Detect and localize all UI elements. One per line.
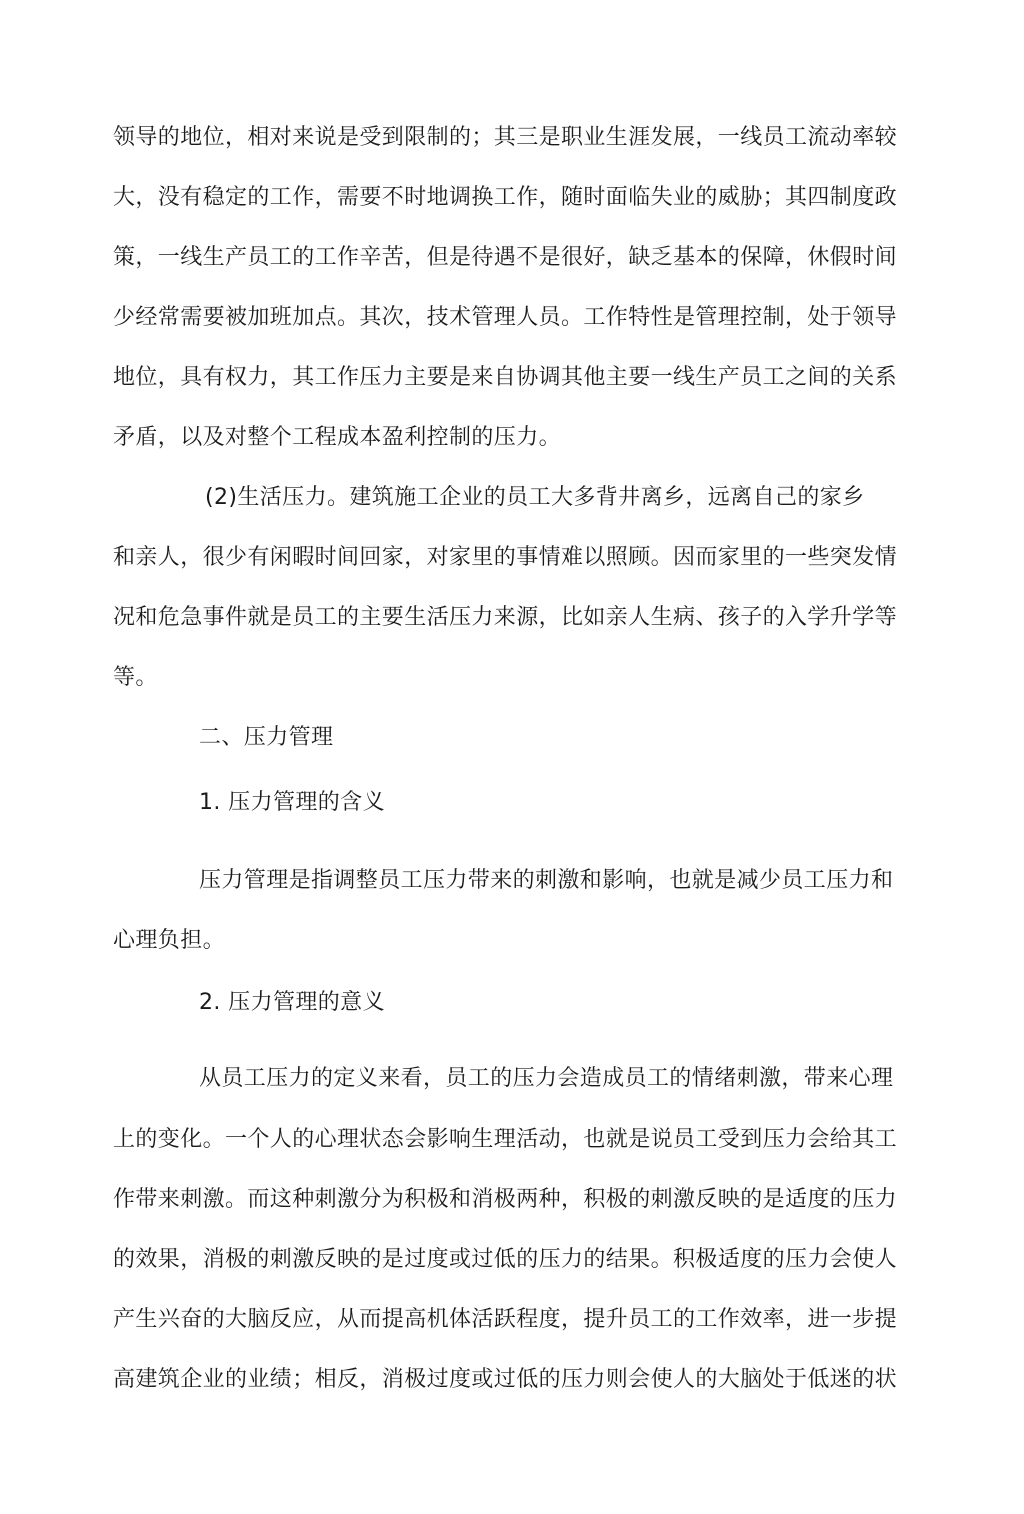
- text-line: 心理负担。: [113, 928, 226, 953]
- text-line: 和亲人，很少有闲暇时间回家，对家里的事情难以照顾。因而家里的一些突发情: [113, 545, 898, 570]
- text-line: 从员工压力的定义来看，员工的压力会造成员工的情绪刺激，带来心理: [199, 1066, 894, 1091]
- text-line: (2)生活压力。建筑施工企业的员工大多背井离乡，远离自己的家乡: [205, 485, 865, 510]
- text-line: 大，没有稳定的工作，需要不时地调换工作，随时面临失业的威胁；其四制度政: [113, 185, 898, 210]
- text-line: 况和危急事件就是员工的主要生活压力来源，比如亲人生病、孩子的入学升学等: [113, 605, 898, 630]
- text-line: 少经常需要被加班加点。其次，技术管理人员。工作特性是管理控制，处于领导: [113, 305, 898, 330]
- text-line: 的效果，消极的刺激反映的是过度或过低的压力的结果。积极适度的压力会使人: [113, 1247, 898, 1272]
- text-line: 作带来刺激。而这种刺激分为积极和消极两种，积极的刺激反映的是适度的压力: [113, 1187, 898, 1212]
- text-line: 上的变化。一个人的心理状态会影响生理活动，也就是说员工受到压力会给其工: [113, 1127, 898, 1152]
- text-line: 矛盾，以及对整个工程成本盈利控制的压力。: [113, 425, 562, 450]
- subsection-heading: 1. 压力管理的含义: [199, 790, 385, 815]
- text-line: 压力管理是指调整员工压力带来的刺激和影响，也就是减少员工压力和: [199, 868, 894, 893]
- text-line: 产生兴奋的大脑反应，从而提高机体活跃程度，提升员工的工作效率，进一步提: [113, 1307, 898, 1332]
- text-line: 策，一线生产员工的工作辛苦，但是待遇不是很好，缺乏基本的保障，休假时间: [113, 245, 898, 270]
- text-line: 地位，具有权力，其工作压力主要是来自协调其他主要一线生产员工之间的关系: [113, 365, 898, 390]
- text-line: 等。: [113, 665, 158, 690]
- subsection-heading: 2. 压力管理的意义: [199, 990, 385, 1015]
- section-heading: 二、压力管理: [199, 725, 334, 750]
- text-line: 领导的地位，相对来说是受到限制的；其三是职业生涯发展，一线员工流动率较: [113, 125, 898, 150]
- text-line: 高建筑企业的业绩；相反，消极过度或过低的压力则会使人的大脑处于低迷的状: [113, 1367, 898, 1392]
